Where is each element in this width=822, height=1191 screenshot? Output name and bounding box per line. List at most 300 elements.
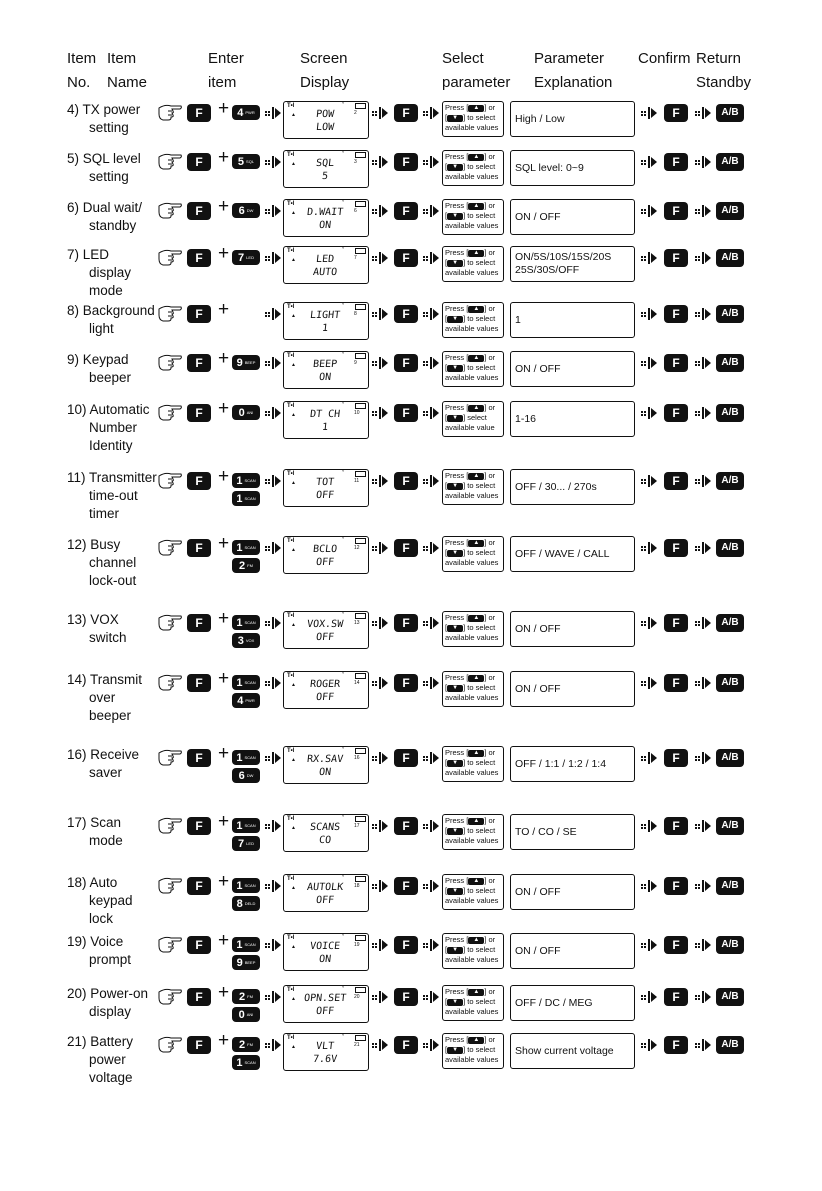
signal-icon: T•l	[287, 935, 295, 941]
arrow-icon	[694, 540, 712, 556]
f-key-select: F	[394, 936, 418, 954]
bell-icon: °	[342, 934, 345, 940]
press-text: [	[445, 413, 448, 422]
down-key-icon: ▼	[447, 260, 463, 267]
item-name-line: 19) Voice	[67, 934, 124, 949]
bell-icon: °	[342, 352, 345, 358]
item-name-line: time-out	[89, 488, 138, 503]
plus-sign: +	[218, 243, 230, 264]
arrow-icon	[264, 105, 282, 121]
arrow-icon	[371, 250, 389, 266]
f-key-confirm: F	[664, 674, 688, 692]
plus-sign: +	[218, 348, 230, 369]
arrow-icon	[264, 306, 282, 322]
arrow-icon	[422, 105, 440, 121]
arrow-icon	[640, 1037, 658, 1053]
up-key-icon: ▲	[468, 355, 484, 362]
item-name	[67, 933, 159, 969]
press-text: Press [	[445, 152, 469, 161]
item-name-line: timer	[89, 506, 119, 521]
press-instruction	[442, 469, 504, 505]
up-key-icon: ▲	[468, 540, 484, 547]
f-key-confirm: F	[664, 749, 688, 767]
number-key-sub: FM	[247, 994, 253, 999]
arrow-icon	[694, 675, 712, 691]
arrow-icon	[422, 154, 440, 170]
channel-number: 9	[354, 360, 357, 366]
number-key-sub: FM	[247, 1042, 253, 1047]
lcd-screen	[283, 746, 369, 784]
arrow-icon	[264, 355, 282, 371]
plus-sign: +	[218, 930, 230, 951]
arrow-icon	[264, 473, 282, 489]
press-instruction	[442, 536, 504, 572]
plus-sign: +	[218, 871, 230, 892]
down-key-icon: ▼	[447, 365, 463, 372]
pointing-hand-icon	[157, 986, 183, 1006]
number-key-sub: PWR	[245, 110, 255, 115]
f-key-select: F	[394, 539, 418, 557]
up-key-icon: ▲	[468, 937, 484, 944]
table-row	[0, 871, 822, 926]
pointing-hand-icon	[157, 303, 183, 323]
press-text: available values	[445, 836, 499, 845]
press-text: available values	[445, 768, 499, 777]
number-key	[232, 473, 260, 488]
f-key-confirm: F	[664, 472, 688, 490]
number-key-sub: SCAN	[244, 1060, 256, 1065]
pointing-hand-icon	[157, 747, 183, 767]
ab-key: A/B	[716, 988, 744, 1006]
item-name	[67, 469, 159, 523]
item-name-line: display	[89, 265, 132, 280]
ab-key: A/B	[716, 153, 744, 171]
header-return-standby: Return Standby	[696, 50, 752, 91]
f-key-select: F	[394, 104, 418, 122]
arrow-icon	[371, 750, 389, 766]
lcd-line-2: 1	[321, 323, 329, 334]
number-key	[232, 1055, 260, 1070]
plus-sign: +	[218, 98, 230, 119]
parameter-explanation: ON / OFF	[510, 874, 635, 910]
down-key-icon: ▼	[447, 685, 463, 692]
bell-icon: °	[342, 612, 345, 618]
battery-icon	[355, 201, 366, 207]
f-key-select: F	[394, 674, 418, 692]
signal-icon: T•l	[287, 403, 295, 409]
number-key-digit: 2	[239, 990, 246, 1003]
arrow-icon	[264, 1037, 282, 1053]
press-instruction	[442, 246, 504, 282]
number-key	[232, 937, 260, 952]
lcd-line-2: 5	[321, 171, 329, 182]
battery-icon	[355, 471, 366, 477]
ab-key: A/B	[716, 354, 744, 372]
channel-number: 16	[354, 755, 360, 761]
table-row	[0, 743, 822, 786]
number-key-sub: SQL	[246, 159, 255, 164]
lcd-screen	[283, 101, 369, 139]
press-text: ] to select	[463, 162, 496, 171]
arrow-icon	[640, 937, 658, 953]
item-name-line: 9) Keypad	[67, 352, 129, 367]
plus-sign: +	[218, 982, 230, 1003]
up-key-icon: ▲	[468, 989, 484, 996]
number-key	[232, 154, 260, 169]
arrow-icon	[264, 154, 282, 170]
item-name	[67, 874, 159, 928]
number-key	[232, 675, 260, 690]
f-key-select: F	[394, 614, 418, 632]
press-text: [	[445, 258, 448, 267]
press-text: Press [	[445, 103, 469, 112]
pointing-hand-icon	[157, 247, 183, 267]
press-text: available values	[445, 955, 499, 964]
arrow-icon	[264, 250, 282, 266]
number-key-digit: 6	[238, 769, 245, 782]
lcd-line-1: BEEP	[312, 359, 338, 370]
ab-key: A/B	[716, 877, 744, 895]
item-name-line: light	[89, 321, 114, 336]
arrow-icon	[264, 203, 282, 219]
arrow-icon	[371, 989, 389, 1005]
f-key-select: F	[394, 988, 418, 1006]
arrow-icon	[264, 405, 282, 421]
signal-icon: T•l	[287, 471, 295, 477]
item-name-line: over	[89, 690, 116, 705]
lcd-screen	[283, 302, 369, 340]
number-key-digit: 3	[237, 634, 244, 647]
battery-icon	[355, 353, 366, 359]
item-name-line: setting	[89, 120, 129, 135]
f-key-select: F	[394, 749, 418, 767]
signal-icon: T•l	[287, 673, 295, 679]
press-text: available values	[445, 558, 499, 567]
ab-key: A/B	[716, 104, 744, 122]
number-key	[232, 989, 260, 1004]
lcd-line-2: LOW	[315, 122, 335, 133]
up-key-icon: ▲	[468, 878, 484, 885]
number-key-digit: 8	[236, 897, 243, 910]
f-key-select: F	[394, 404, 418, 422]
header-confirm: Confirm	[638, 50, 691, 67]
ab-key: A/B	[716, 1036, 744, 1054]
lcd-line-2: AUTO	[312, 267, 338, 278]
battery-icon	[355, 103, 366, 109]
press-text: available values	[445, 268, 499, 277]
parameter-explanation: OFF / DC / MEG	[510, 985, 635, 1021]
triangle-icon: ▲	[291, 257, 296, 263]
press-text: ] or	[484, 538, 496, 547]
item-name	[67, 985, 159, 1021]
parameter-explanation: TO / CO / SE	[510, 814, 635, 850]
item-name-line: 5) SQL level	[67, 151, 141, 166]
number-key-sub: SCAN	[244, 883, 256, 888]
down-key-icon: ▼	[447, 1047, 463, 1054]
press-text: ] to select	[463, 211, 496, 220]
press-text: Press [	[445, 1035, 469, 1044]
f-key-enter: F	[187, 1036, 211, 1054]
channel-number: 12	[354, 545, 360, 551]
press-text: ] to select	[463, 623, 496, 632]
parameter-explanation: OFF / 30... / 270s	[510, 469, 635, 505]
f-key-confirm: F	[664, 249, 688, 267]
number-key-sub: DELD	[244, 901, 256, 906]
number-key-sub: VOX	[245, 638, 255, 643]
pointing-hand-icon	[157, 402, 183, 422]
battery-icon	[355, 748, 366, 754]
channel-number: 3	[354, 159, 357, 165]
press-text: [	[445, 683, 448, 692]
signal-icon: T•l	[287, 248, 295, 254]
pointing-hand-icon	[157, 875, 183, 895]
press-text: ] or	[484, 304, 496, 313]
channel-number: 11	[354, 478, 360, 484]
f-key-enter: F	[187, 817, 211, 835]
item-name-line: beeper	[89, 370, 132, 385]
press-text: ] or	[484, 673, 496, 682]
triangle-icon: ▲	[291, 412, 296, 418]
press-instruction	[442, 933, 504, 969]
ab-key: A/B	[716, 202, 744, 220]
press-text: ] or	[484, 613, 496, 622]
arrow-icon	[422, 355, 440, 371]
press-text: available values	[445, 491, 499, 500]
press-text: Press [	[445, 935, 469, 944]
f-key-select: F	[394, 877, 418, 895]
press-text: available values	[445, 896, 499, 905]
triangle-icon: ▲	[291, 757, 296, 763]
arrow-icon	[371, 473, 389, 489]
press-text: [	[445, 481, 448, 490]
pointing-hand-icon	[157, 1034, 183, 1054]
press-text: ] to select	[463, 945, 496, 954]
arrow-icon	[640, 540, 658, 556]
lcd-screen	[283, 351, 369, 389]
press-text: available values	[445, 373, 499, 382]
channel-number: 19	[354, 942, 360, 948]
number-key	[232, 1007, 260, 1022]
number-key-digit: 7	[238, 837, 245, 850]
item-name	[67, 246, 159, 300]
down-key-icon: ▼	[447, 213, 463, 220]
press-text: Press [	[445, 304, 469, 313]
arrow-icon	[422, 937, 440, 953]
battery-icon	[355, 248, 366, 254]
number-key	[232, 693, 260, 708]
pointing-hand-icon	[157, 470, 183, 490]
plus-sign: +	[218, 398, 230, 419]
number-key-digit: 7	[238, 251, 245, 264]
press-text: available values	[445, 1055, 499, 1064]
arrow-icon	[264, 878, 282, 894]
lcd-line-1: BCLO	[312, 544, 338, 555]
item-name-line: switch	[89, 630, 127, 645]
number-key-digit: 1	[236, 1056, 243, 1069]
press-text: Press [	[445, 816, 469, 825]
plus-sign: +	[218, 743, 230, 764]
number-key-digit: 9	[236, 956, 243, 969]
f-key-select: F	[394, 472, 418, 490]
arrow-icon	[371, 818, 389, 834]
item-name-line: 21) Battery	[67, 1034, 134, 1049]
f-key-select: F	[394, 817, 418, 835]
number-key-digit: 1	[236, 819, 243, 832]
ab-key: A/B	[716, 614, 744, 632]
parameter-explanation: 1-16	[510, 401, 635, 437]
arrow-icon	[371, 615, 389, 631]
press-text: ] to select	[463, 314, 496, 323]
lcd-screen	[283, 401, 369, 439]
signal-icon: T•l	[287, 613, 295, 619]
f-key-enter: F	[187, 877, 211, 895]
item-name-line: 13) VOX	[67, 612, 119, 627]
f-key-confirm: F	[664, 202, 688, 220]
channel-number: 8	[354, 311, 357, 317]
f-key-confirm: F	[664, 988, 688, 1006]
arrow-icon	[640, 989, 658, 1005]
table-row	[0, 466, 822, 521]
plus-sign: +	[218, 299, 230, 320]
number-key-sub: SCAN	[244, 545, 256, 550]
parameter-explanation: Show current voltage	[510, 1033, 635, 1069]
number-key-digit: 6	[238, 204, 245, 217]
bell-icon: °	[342, 470, 345, 476]
press-text: ] to select	[463, 548, 496, 557]
arrow-icon	[264, 750, 282, 766]
press-text: [	[445, 826, 448, 835]
lcd-line-1: SCANS	[309, 822, 341, 833]
plus-sign: +	[218, 1030, 230, 1051]
arrow-icon	[371, 306, 389, 322]
arrow-icon	[694, 1037, 712, 1053]
parameter-explanation: ON / OFF	[510, 671, 635, 707]
up-key-icon: ▲	[468, 154, 484, 161]
battery-icon	[355, 403, 366, 409]
press-text: ] to select	[463, 258, 496, 267]
up-key-icon: ▲	[468, 818, 484, 825]
number-key-sub: ANI	[246, 410, 254, 415]
table-row	[0, 299, 822, 342]
arrow-icon	[422, 540, 440, 556]
item-name	[67, 101, 159, 137]
number-key-digit: 1	[236, 938, 243, 951]
number-key	[232, 955, 260, 970]
press-text: [	[445, 363, 448, 372]
f-key-enter: F	[187, 749, 211, 767]
parameter-explanation: OFF / 1:1 / 1:2 / 1:4	[510, 746, 635, 782]
arrow-icon	[422, 203, 440, 219]
triangle-icon: ▲	[291, 313, 296, 319]
triangle-icon: ▲	[291, 161, 296, 167]
lcd-line-1: VOX.SW	[306, 619, 344, 630]
parameter-explanation: 1	[510, 302, 635, 338]
table-row	[0, 608, 822, 651]
lcd-line-1: LIGHT	[309, 310, 341, 321]
signal-icon: T•l	[287, 304, 295, 310]
lcd-screen	[283, 1033, 369, 1071]
parameter-explanation: High / Low	[510, 101, 635, 137]
bell-icon: °	[342, 303, 345, 309]
arrow-icon	[371, 937, 389, 953]
arrow-icon	[640, 473, 658, 489]
number-key-sub: DW	[246, 208, 254, 213]
bell-icon: °	[342, 200, 345, 206]
arrow-icon	[264, 818, 282, 834]
up-key-icon: ▲	[468, 306, 484, 313]
arrow-icon	[640, 355, 658, 371]
press-text: ] or	[484, 876, 496, 885]
press-text: Press [	[445, 748, 469, 757]
item-name-line: 7) LED	[67, 247, 110, 262]
signal-icon: T•l	[287, 816, 295, 822]
f-key-confirm: F	[664, 877, 688, 895]
item-name	[67, 746, 159, 782]
f-key-enter: F	[187, 354, 211, 372]
arrow-icon	[371, 203, 389, 219]
item-name	[67, 150, 159, 186]
lcd-screen	[283, 933, 369, 971]
down-key-icon: ▼	[447, 828, 463, 835]
bell-icon: °	[342, 537, 345, 543]
press-text: ] or	[484, 748, 496, 757]
press-instruction	[442, 101, 504, 137]
item-name-line: standby	[89, 218, 137, 233]
up-key-icon: ▲	[468, 473, 484, 480]
signal-icon: T•l	[287, 1035, 295, 1041]
number-key-sub: SCAN	[244, 680, 256, 685]
f-key-confirm: F	[664, 404, 688, 422]
press-text: Press [	[445, 353, 469, 362]
lcd-screen	[283, 536, 369, 574]
arrow-icon	[640, 105, 658, 121]
press-text: ] or	[484, 816, 496, 825]
number-key-digit: 1	[236, 616, 243, 629]
number-key	[232, 768, 260, 783]
channel-number: 10	[354, 410, 360, 416]
item-name-line: 10) Automatic	[67, 402, 150, 417]
number-key	[232, 405, 260, 420]
number-key	[232, 203, 260, 218]
press-instruction	[442, 874, 504, 910]
press-instruction	[442, 985, 504, 1021]
item-name-line: saver	[89, 765, 123, 780]
lcd-line-1: AUTOLK	[306, 882, 344, 893]
arrow-icon	[422, 405, 440, 421]
press-text: ] to select	[463, 886, 496, 895]
f-key-confirm: F	[664, 539, 688, 557]
number-key-sub: PWR	[245, 698, 255, 703]
arrow-icon	[640, 203, 658, 219]
down-key-icon: ▼	[447, 550, 463, 557]
header-screen-display: Screen Display	[300, 50, 350, 91]
press-text: ] to select	[463, 363, 496, 372]
number-key	[232, 1037, 260, 1052]
header-enter-item: Enter item	[208, 50, 244, 91]
table-row	[0, 811, 822, 854]
down-key-icon: ▼	[447, 316, 463, 323]
press-text: available values	[445, 693, 499, 702]
f-key-select: F	[394, 202, 418, 220]
number-key	[232, 540, 260, 555]
down-key-icon: ▼	[447, 947, 463, 954]
f-key-enter: F	[187, 202, 211, 220]
press-text: Press [	[445, 471, 469, 480]
down-key-icon: ▼	[447, 415, 463, 422]
arrow-icon	[371, 1037, 389, 1053]
triangle-icon: ▲	[291, 112, 296, 118]
lcd-line-2: ON	[318, 372, 332, 383]
